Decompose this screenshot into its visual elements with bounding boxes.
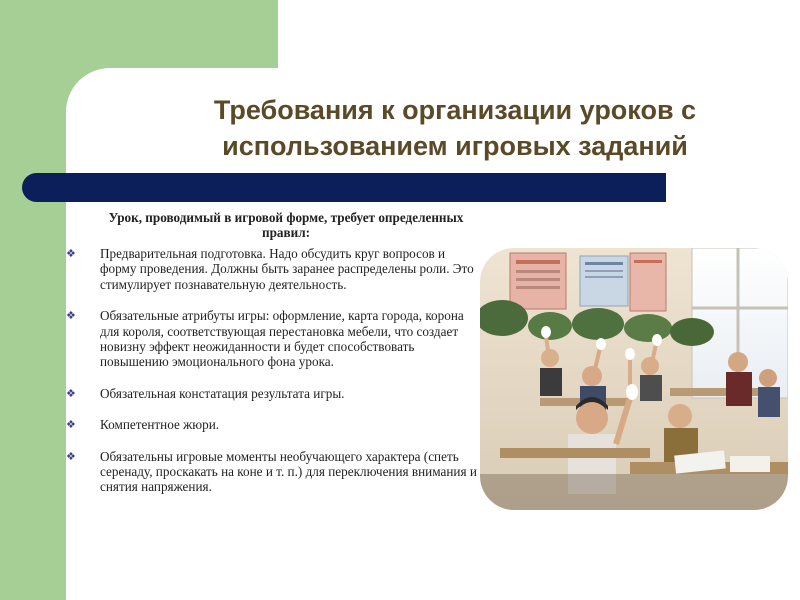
list-item-text: Предварительная подготовка. Надо обсудить круг вопросов и форму проведения. Должны быть заранее распределены роли. Это стимулирует познавательную деятельность. — [100, 246, 474, 292]
list-item-text: Обязательная констатация результата игры. — [100, 385, 345, 401]
list-item — [62, 386, 482, 401]
classroom-photo-illustration — [480, 248, 788, 510]
diamond-bullet-icon: ❖ — [66, 248, 76, 260]
diamond-bullet-icon: ❖ — [66, 419, 76, 432]
list-item-text: Обязательные атрибуты игры: оформление, карта города, корона для короля, соответствующая перестановка мебели, что создает новизну эффект неожиданности и будет способствовать повышению эмоционального фона урока. — [100, 308, 464, 370]
diamond-bullet-icon: ❖ — [66, 450, 76, 463]
requirements-list — [62, 246, 482, 511]
slide-title: Требования к организации уроков с использованием игровых заданий — [213, 95, 697, 161]
list-item — [62, 417, 482, 432]
diamond-bullet-icon: ❖ — [66, 310, 76, 323]
decor-navy-bar — [22, 173, 666, 202]
classroom-photo — [480, 248, 788, 510]
list-item — [62, 246, 482, 292]
list-item-text: Компетентное жюри. — [100, 417, 220, 433]
slide-subheading: Урок, проводимый в игровой форме, требует определенных правил: — [108, 210, 464, 240]
list-item — [62, 308, 482, 370]
list-item — [62, 449, 482, 495]
diamond-bullet-icon: ❖ — [66, 387, 76, 400]
decor-green-left — [0, 0, 66, 600]
list-item-text: Обязательны игровые моменты необучающего характера (спеть серенаду, проскакать на коне и т. п.) для переключения внимания и снятия напряжения. — [100, 448, 477, 495]
